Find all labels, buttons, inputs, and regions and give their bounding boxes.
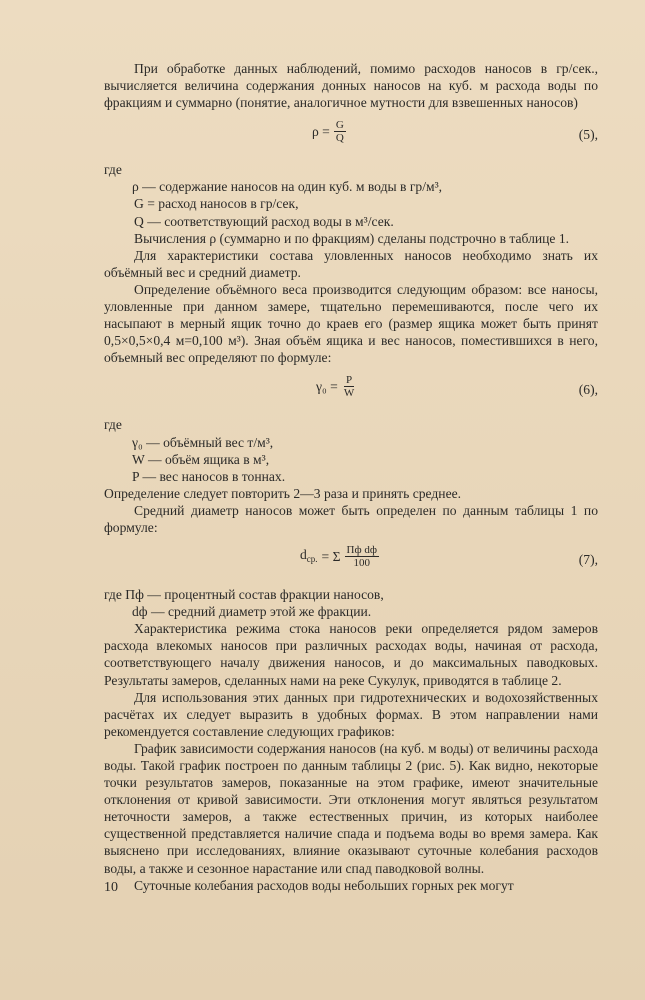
formula-6-lhs: γ₀ =: [316, 379, 338, 395]
paragraph-intro: При обработке данных наблюдений, помимо расходов наносов в гр/сек., вычисляется величина содержания донных наносов на куб. м расхода воды по фракциям и суммарно (понятие, аналогичное мутности для взвешенных наносов): [104, 61, 598, 111]
formula-5-number: (5),: [578, 127, 598, 143]
paragraph-graph: График зависимости содержания наносов (на куб. м воды) от величины расхода воды. Такой график построен по данным таблицы 2 (рис. 5). Как видно, некоторые точки результатов замеров, показанные на этом графике, имеют значительные отклонения от кривой зависимости. Эти отклонения могут являться результатом неточности замеров, а также естественных причин, из которых наиболее существенной представляется наличие спада и подъема воды во время замера. Как выяснено при исследованиях, влияние оказывают суточные колебания расходов воды, а также и сезонное нарастание или спад паводковой волны.: [104, 740, 598, 876]
formula-6-fraction: [342, 374, 356, 399]
text-body: [104, 60, 598, 894]
formula-6: [104, 372, 598, 406]
formula-6-denominator: W: [343, 387, 355, 400]
definition-df: dф — средний диаметр этой же фракции.: [132, 604, 372, 620]
definition-q: Q — соответствующий расход воды в м³/сек.: [134, 213, 394, 229]
paragraph-characteristics: Для характеристики состава уловленных наносов необходимо знать их объёмный вес и средний диаметр.: [104, 247, 598, 280]
definition-gamma: γ₀ — объёмный вес т/м³,: [132, 434, 274, 450]
paragraph-diameter: Средний диаметр наносов может быть определен по данным таблицы 1 по формуле:: [104, 502, 598, 535]
where-label: где: [104, 162, 122, 178]
paragraph-regime: Характеристика режима стока наносов реки определяется рядом замеров расхода влекомых наносов при различных расходах воды, начиная от расхода, соответствующего началу движения наносов, и до максимальных паводковых. Результаты замеров, сделанных нами на реке Сукулук, приводятся в таблице 2.: [104, 621, 598, 688]
formula-5-lhs: ρ =: [312, 124, 330, 140]
formula-5-fraction: [334, 119, 346, 144]
formula-7-sum: = Σ: [321, 549, 341, 565]
formula-7-numerator: Пф dф: [346, 544, 377, 557]
formula-6-number: (6),: [578, 382, 598, 398]
paragraph-volume-weight: Определение объёмного веса производится следующим образом: все наносы, уловленные при данном замере, тщательно перемешиваются, после чего их насыпают в мерный ящик точно до краев его (размер ящика может быть принят 0,5×0,5×0,4 м=0,100 м³). Зная объём ящика и вес наносов, поместившихся в него, объемный вес определяют по формуле:: [104, 281, 598, 366]
paragraph-repeat: Определение следует повторить 2—3 раза и принять среднее.: [104, 485, 462, 501]
page-number: 10: [104, 880, 118, 895]
paragraph-use: Для использования этих данных при гидротехнических и водохозяйственных расчётах их следует выразить в удобных формах. В этом направлении нами рекомендуется составление следующих графиков:: [104, 689, 598, 739]
formula-7-number: (7),: [578, 552, 598, 568]
paragraph-daily: Суточные колебания расходов воды небольших горных рек могут: [134, 877, 514, 893]
formula-7-lhs: $d_{ср.}$: [300, 546, 318, 564]
formula-7: [104, 542, 598, 576]
formula-7-subscript: ср.: [306, 553, 318, 564]
formula-6-numerator: P: [345, 374, 353, 387]
formula-5-denominator: Q: [335, 132, 344, 145]
formula-7-fraction: [345, 544, 379, 569]
where-label: где: [104, 417, 122, 433]
definition-p: P — вес наносов в тоннах.: [132, 468, 286, 484]
definition-pf: где Пф — процентный состав фракции наносов,: [104, 587, 384, 603]
paragraph-calc: Вычисления ρ (суммарно и по фракциям) сделаны подстрочно в таблице 1.: [134, 230, 570, 246]
definition-rho: ρ — содержание наносов на один куб. м воды в гр/м³,: [132, 179, 443, 195]
formula-7-denominator: 100: [353, 557, 370, 570]
formula-5: [104, 117, 598, 151]
definition-w: W — объём ящика в м³,: [132, 451, 270, 467]
definition-g: G = расход наносов в гр/сек,: [134, 196, 299, 212]
formula-5-numerator: G: [335, 119, 344, 132]
